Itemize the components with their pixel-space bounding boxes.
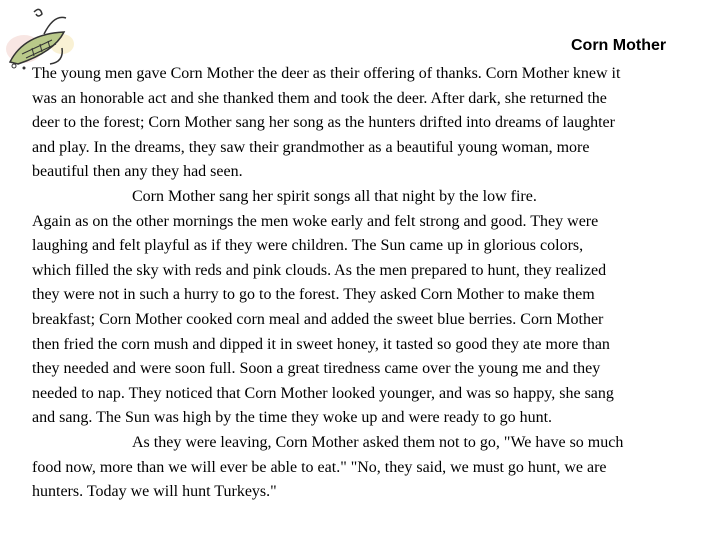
text-line: hunters. Today we will hunt Turkeys." [32,483,277,501]
text-line: Again as on the other mornings the men woke early and felt strong and good. They were [32,212,599,230]
text-line: was an honorable act and she thanked them and took the deer. After dark, she returned the [32,89,607,107]
text-line: deer to the forest; Corn Mother sang her song as the hunters drifted into dreams of laughter [32,114,615,132]
text-line: which filled the sky with reds and pink clouds. As the men prepared to hunt, they realized [32,261,607,279]
page-title: Corn Mother [571,37,667,54]
text-line: then fried the corn mush and dipped it in sweet honey, it tasted so good they ate more than [32,335,610,353]
text-line: they were not in such a hurry to go to the forest. They asked Corn Mother to make them [32,286,595,304]
text-line: they needed and were soon full. Soon a great tiredness came over the young me and they [32,360,601,378]
text-line: laughing and felt playful as if they were children. The Sun came up in glorious colors, [32,237,584,255]
text-line: As they were leaving, Corn Mother asked them not to go, "We have so much [132,433,624,451]
text-line: and sang. The Sun was high by the time they woke up and were ready to go hunt. [32,409,553,427]
text-line: The young men gave Corn Mother the deer as their offering of thanks. Corn Mother knew it [32,65,621,82]
text-line: breakfast; Corn Mother cooked corn meal and added the sweet blue berries. Corn Mother [32,310,604,328]
text-line: beautiful then any they had seen. [32,163,243,181]
text-line: needed to nap. They noticed that Corn Mother looked younger, and was so happy, she sang [32,384,614,402]
text-line: food now, more than we will ever be able to eat." "No, they said, we must go hunt, we are [32,458,607,476]
story-text [32,62,712,505]
text-line: and play. In the dreams, they saw their grandmother as a beautiful young woman, more [32,138,590,156]
text-line: Corn Mother sang her spirit songs all that night by the low fire. [132,187,537,205]
